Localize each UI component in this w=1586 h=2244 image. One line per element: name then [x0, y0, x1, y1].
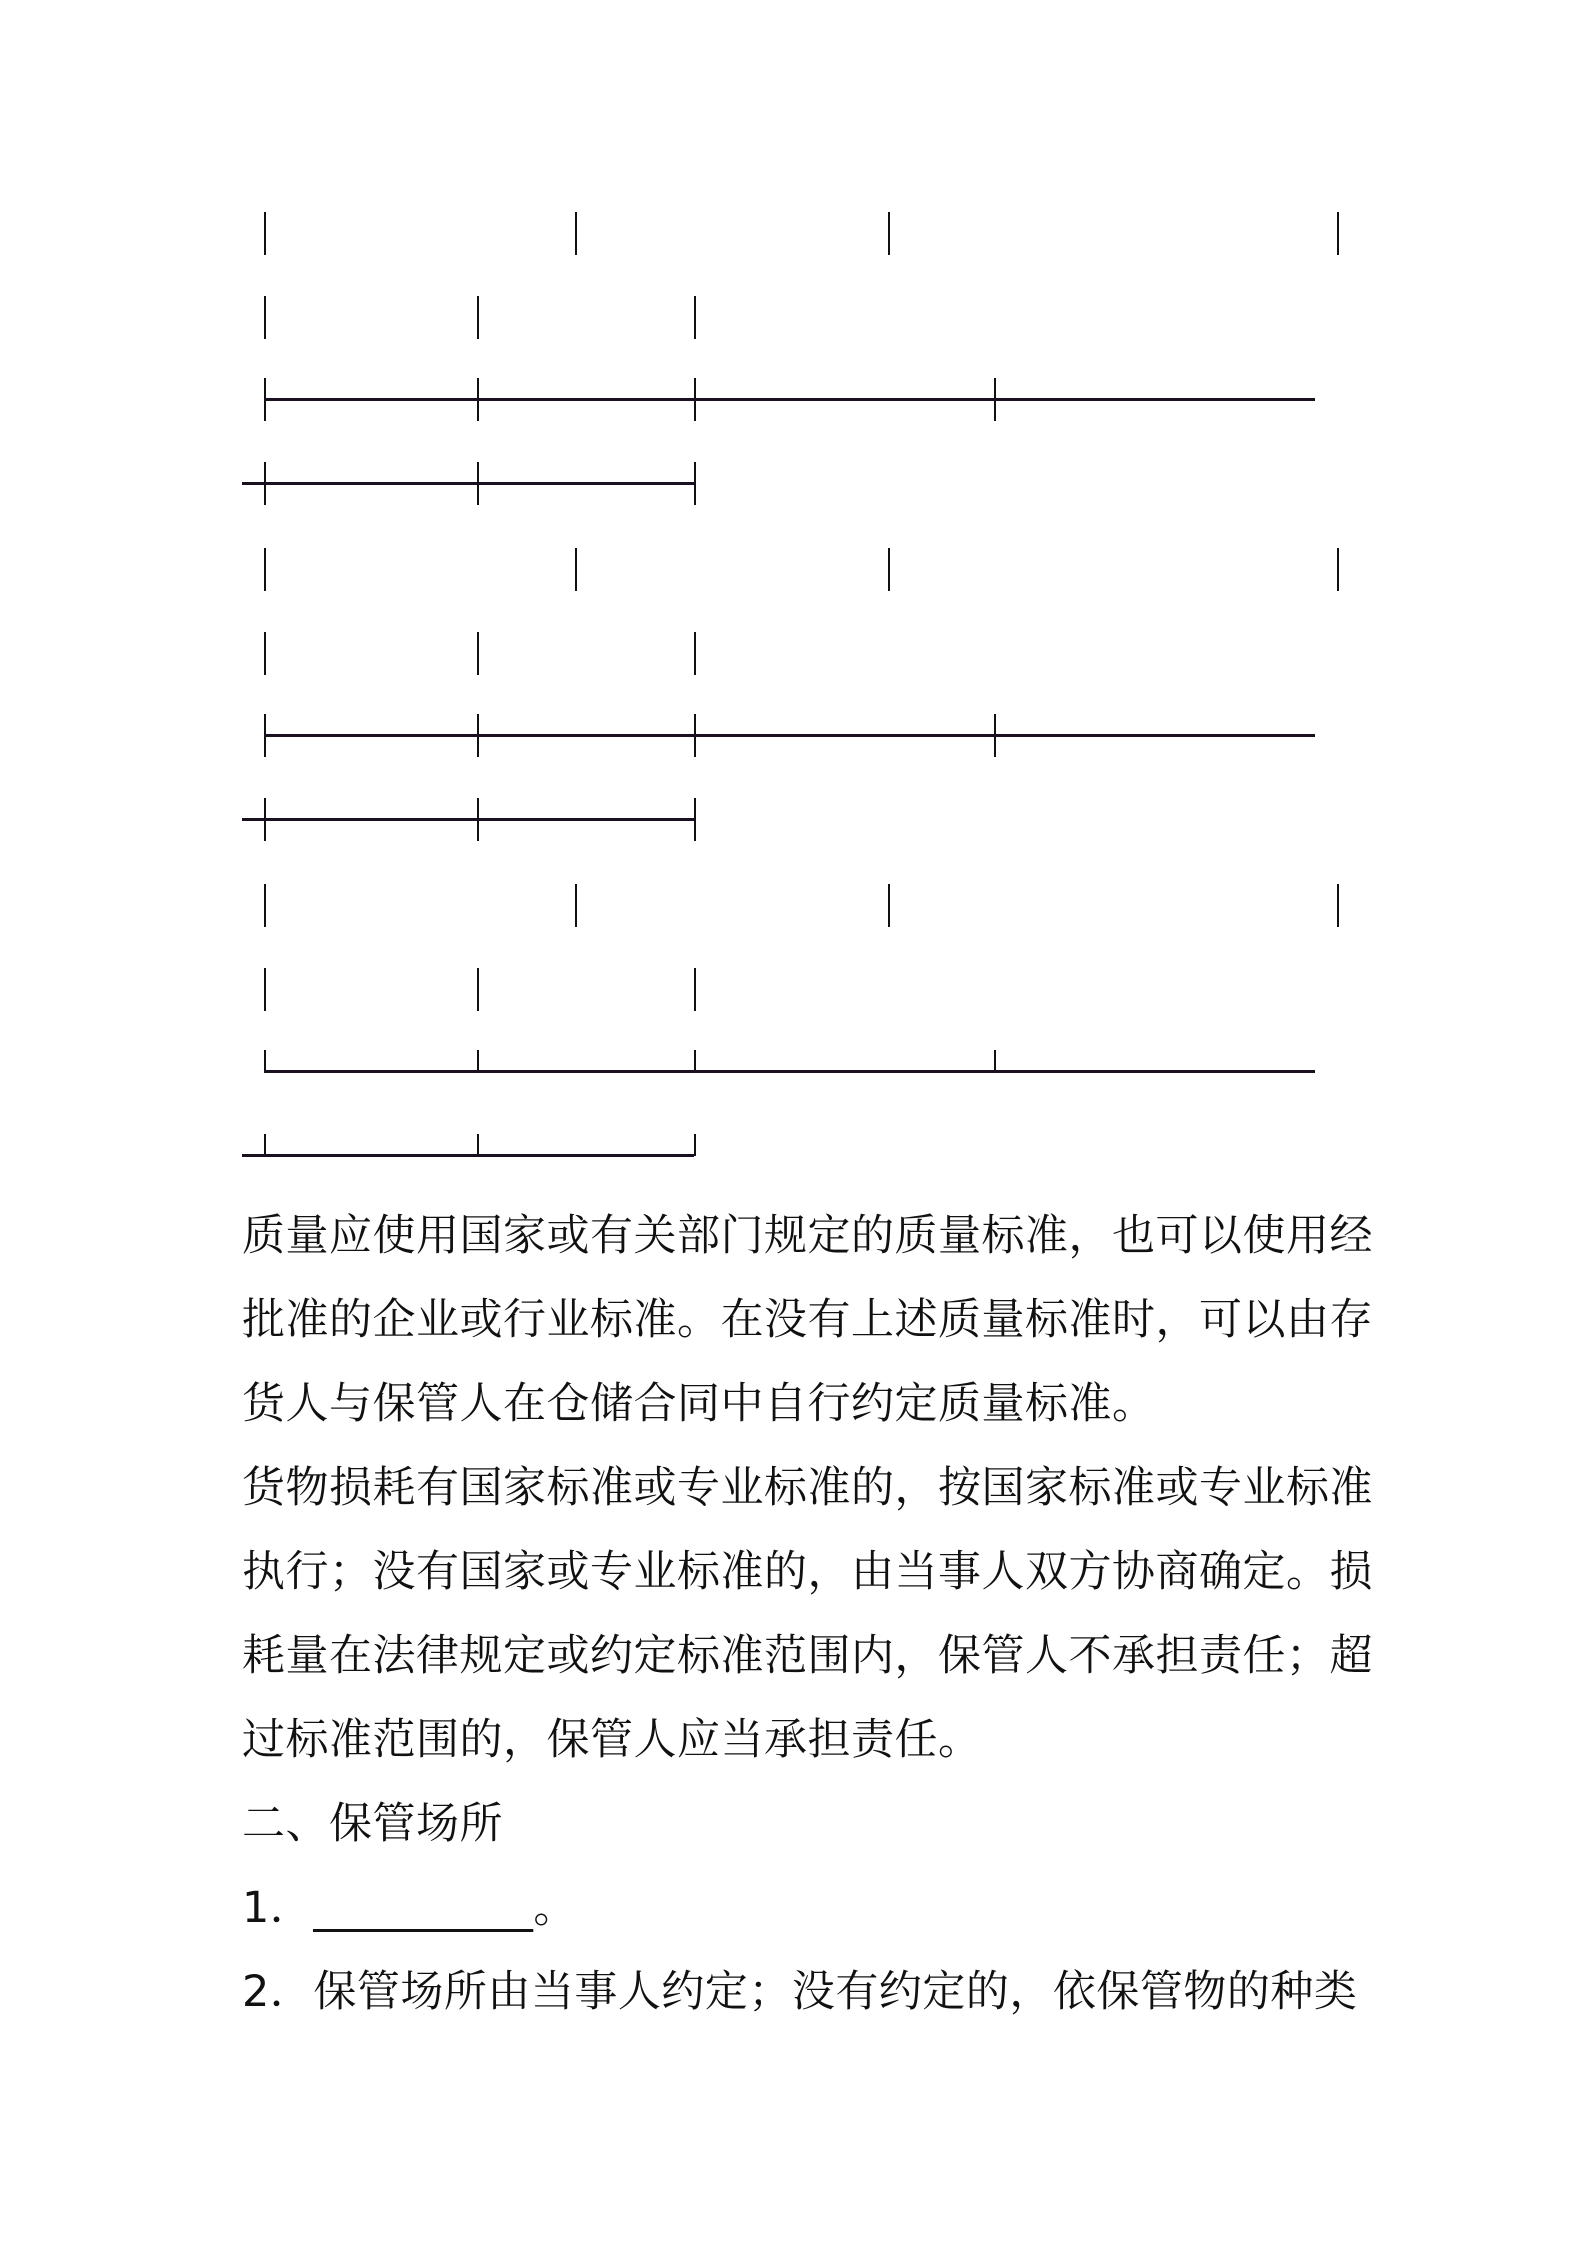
- table-vertical-rule: [477, 1134, 479, 1156]
- table-vertical-rule: [694, 462, 696, 505]
- table-vertical-rule: [994, 1050, 996, 1072]
- table-vertical-rule: [888, 548, 890, 591]
- table-horizontal-rule: [242, 482, 694, 485]
- table-vertical-rule: [694, 1050, 696, 1072]
- paragraph-line: 质量应使用国家或有关部门规定的质量标准，也可以使用经: [242, 1211, 1373, 1261]
- table-vertical-rule: [575, 548, 577, 591]
- table-vertical-rule: [477, 296, 479, 339]
- table-horizontal-rule: [242, 818, 694, 821]
- table-vertical-rule: [888, 884, 890, 927]
- table-vertical-rule: [264, 296, 266, 339]
- table-vertical-rule: [694, 632, 696, 675]
- list-item-2: 2．保管场所由当事人约定；没有约定的，依保管物的种类: [242, 1967, 1358, 2017]
- paragraph-line: 货物损耗有国家标准或专业标准的，按国家标准或专业标准: [242, 1463, 1373, 1513]
- table-vertical-rule: [575, 884, 577, 927]
- table-vertical-rule: [1337, 212, 1339, 255]
- table-vertical-rule: [477, 968, 479, 1011]
- paragraph-line: 过标准范围的，保管人应当承担责任。: [242, 1715, 982, 1765]
- table-vertical-rule: [264, 632, 266, 675]
- table-vertical-rule: [575, 212, 577, 255]
- paragraph-line: 执行；没有国家或专业标准的，由当事人双方协商确定。损: [242, 1547, 1373, 1597]
- paragraph-line: 货人与保管人在仓储合同中自行约定质量标准。: [242, 1379, 1156, 1429]
- table-vertical-rule: [1337, 548, 1339, 591]
- table-vertical-rule: [888, 212, 890, 255]
- paragraph-line: 耗量在法律规定或约定标准范围内，保管人不承担责任；超: [242, 1631, 1373, 1681]
- table-vertical-rule: [264, 212, 266, 255]
- document-body: [242, 1194, 1373, 2034]
- table-vertical-rule: [264, 1134, 266, 1156]
- table-vertical-rule: [1337, 884, 1339, 927]
- paragraph-line: 批准的企业或行业标准。在没有上述质量标准时，可以由存: [242, 1295, 1373, 1345]
- table-horizontal-rule: [242, 1154, 694, 1157]
- table-vertical-rule: [694, 1134, 696, 1156]
- table-vertical-rule: [694, 798, 696, 841]
- table-vertical-rule: [694, 968, 696, 1011]
- list-item-1: 1．__________。: [242, 1883, 577, 1933]
- table-vertical-rule: [694, 296, 696, 339]
- table-vertical-rule: [477, 632, 479, 675]
- table-vertical-rule: [264, 968, 266, 1011]
- table-horizontal-rule: [264, 398, 1315, 401]
- table-horizontal-rule: [264, 734, 1315, 737]
- table-vertical-rule: [477, 1050, 479, 1072]
- table-horizontal-rule: [264, 1070, 1315, 1073]
- table-vertical-rule: [264, 548, 266, 591]
- section-heading: 二、保管场所: [242, 1799, 503, 1849]
- table-vertical-rule: [264, 1050, 266, 1072]
- table-vertical-rule: [264, 884, 266, 927]
